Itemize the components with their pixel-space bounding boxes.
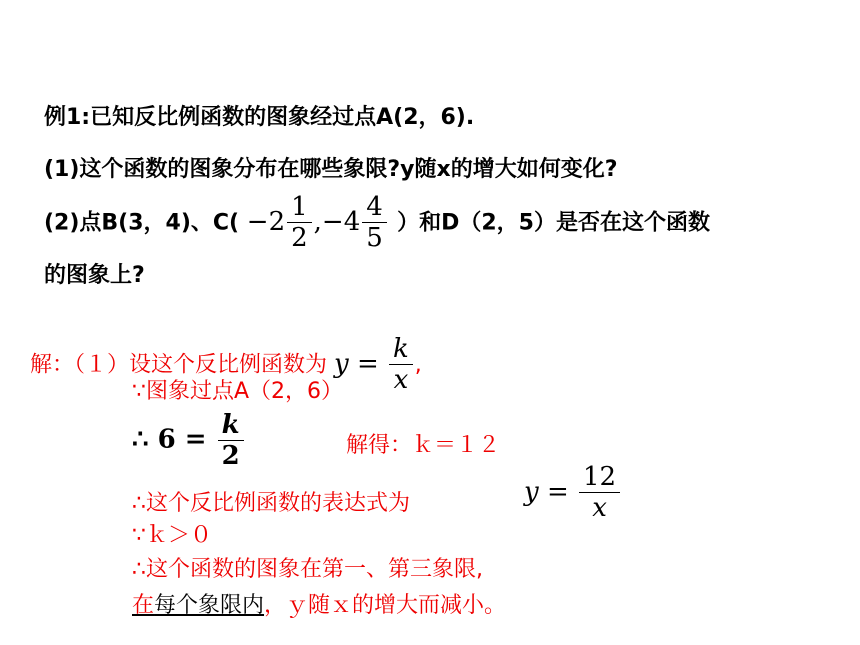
- solution-step-6: ∴这个函数的图象在第一、第三象限,: [132, 557, 483, 582]
- solution-step-3-result: 解得：ｋ＝１２: [346, 433, 501, 458]
- solution-step-7-suffix: ，ｙ随ｘ的增大而减小。: [264, 593, 507, 618]
- point-c-coords: [246, 192, 397, 253]
- formula-y-equals-12-over-x: [524, 462, 622, 523]
- solution-step-7-prefix: 在: [132, 593, 155, 618]
- problem-line-3: [44, 192, 710, 253]
- c-separator: ,−4: [313, 206, 361, 237]
- c-y-fraction: [362, 192, 387, 253]
- formula-4-fraction: [579, 462, 620, 523]
- equation-fraction: [218, 410, 244, 471]
- equation-denominator: 2: [218, 440, 244, 471]
- formula-4-denominator: x: [579, 492, 620, 523]
- c-x-fraction: [287, 192, 312, 253]
- formula-1-denominator: x: [389, 364, 413, 395]
- c-y-numerator: 4: [366, 192, 383, 222]
- problem-line-4: 的图象上?: [44, 263, 145, 288]
- problem-line-3-suffix: ）和D（2，5）是否在这个函数: [397, 210, 710, 236]
- c-x-numerator: 1: [291, 192, 308, 222]
- formula-y-equals-k-over-x: [334, 334, 415, 395]
- c-x-denominator: 2: [287, 222, 312, 253]
- solution-step-7-highlight: 每个象限内: [154, 593, 265, 618]
- formula-1-numerator: k: [393, 334, 409, 364]
- equation-lhs: ∴ 6 =: [132, 424, 207, 455]
- formula-1-comma: ,: [414, 352, 422, 378]
- formula-4-numerator: 12: [583, 462, 617, 492]
- solution-step-2: ∵图象过点A（2，6）: [132, 379, 344, 404]
- equation-numerator: k: [221, 410, 240, 440]
- solution-step-4: ∴这个反比例函数的表达式为: [132, 491, 410, 516]
- problem-line-3-prefix: (2)点B(3，4)、C(: [44, 210, 240, 236]
- c-y-denominator: 5: [362, 222, 387, 253]
- problem-line-1: 例1:已知反比例函数的图象经过点A(2，6).: [44, 105, 475, 130]
- formula-1-lhs: y =: [334, 348, 379, 379]
- c-x-integer: −2: [246, 206, 286, 237]
- solution-step-1-text: 解：（１）设这个反比例函数为: [30, 352, 328, 378]
- formula-1-fraction: [389, 334, 413, 395]
- formula-4-expr: [524, 462, 622, 523]
- problem-line-2: (1)这个函数的图象分布在哪些象限?y随x的增大如何变化?: [44, 157, 618, 182]
- solution-step-7: [132, 588, 506, 619]
- solution-step-5: ∵ｋ＞０: [132, 523, 212, 548]
- formula-4-lhs: y =: [524, 476, 569, 507]
- solution-step-3-equation: [132, 410, 246, 471]
